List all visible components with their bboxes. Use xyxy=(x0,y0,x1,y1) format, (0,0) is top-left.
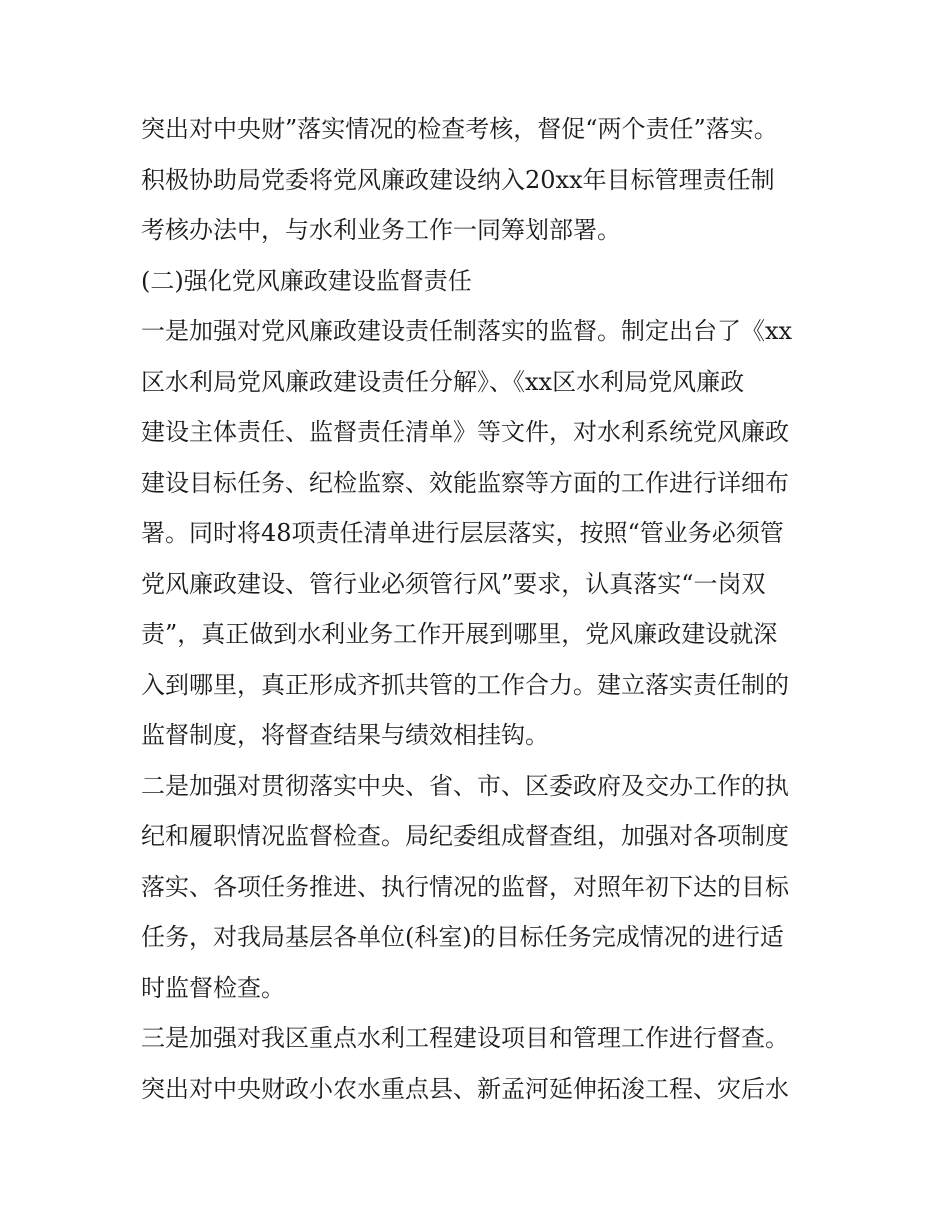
text-line: 区水利局党风廉政建设责任分解》、《xx区水利局党风廉政 xyxy=(141,367,745,396)
text-line: 任务，对我局基层各单位(科室)的目标任务完成情况的进行适 xyxy=(141,923,784,951)
text-line: 党风廉政建设、管行业必须管行风”要求，认真落实“一岗双 xyxy=(141,569,766,598)
document-body xyxy=(141,104,821,1114)
text-line: 署。同时将48项责任清单进行层层落实，按照“管业务必须管 xyxy=(141,519,784,547)
text-line: 突出对中央财”落实情况的检查考核，督促“两个责任”落实。 xyxy=(141,115,778,143)
text-line: 考核办法中，与水利业务工作一同筹划部署。 xyxy=(141,216,621,244)
text-line: 纪和履职情况监督检查。局纪委组成督查组，加强对各项制度 xyxy=(141,822,789,850)
text-line: 时监督检查。 xyxy=(141,973,285,1002)
text-line: 一是加强对党风廉政建设责任制落实的监督。制定出台了《xx xyxy=(141,317,793,345)
text-line: 责”，真正做到水利业务工作开展到哪里，党风廉政建设就深 xyxy=(141,620,778,648)
text-line: 入到哪里，真正形成齐抓共管的工作合力。建立落实责任制的 xyxy=(141,670,789,699)
text-line: 三是加强对我区重点水利工程建设项目和管理工作进行督查。 xyxy=(141,1024,789,1052)
text-line: 建设主体责任、监督责任清单》等文件，对水利系统党风廉政 xyxy=(141,418,789,446)
section-heading: (二)强化党风廉政建设监督责任 xyxy=(141,266,472,295)
text-line: 积极协助局党委将党风廉政建设纳入20xx年目标管理责任制 xyxy=(141,165,775,194)
text-line: 建设目标任务、纪检监察、效能监察等方面的工作进行详细布 xyxy=(141,468,789,497)
text-line: 突出对中央财政小农水重点县、新孟河延伸拓浚工程、灾后水 xyxy=(141,1074,789,1103)
text-line: 落实、各项任务推进、执行情况的监督，对照年初下达的目标 xyxy=(141,872,789,901)
text-line: 二是加强对贯彻落实中央、省、市、区委政府及交办工作的执 xyxy=(141,771,789,800)
text-line: 监督制度，将督查结果与绩效相挂钩。 xyxy=(141,721,549,749)
